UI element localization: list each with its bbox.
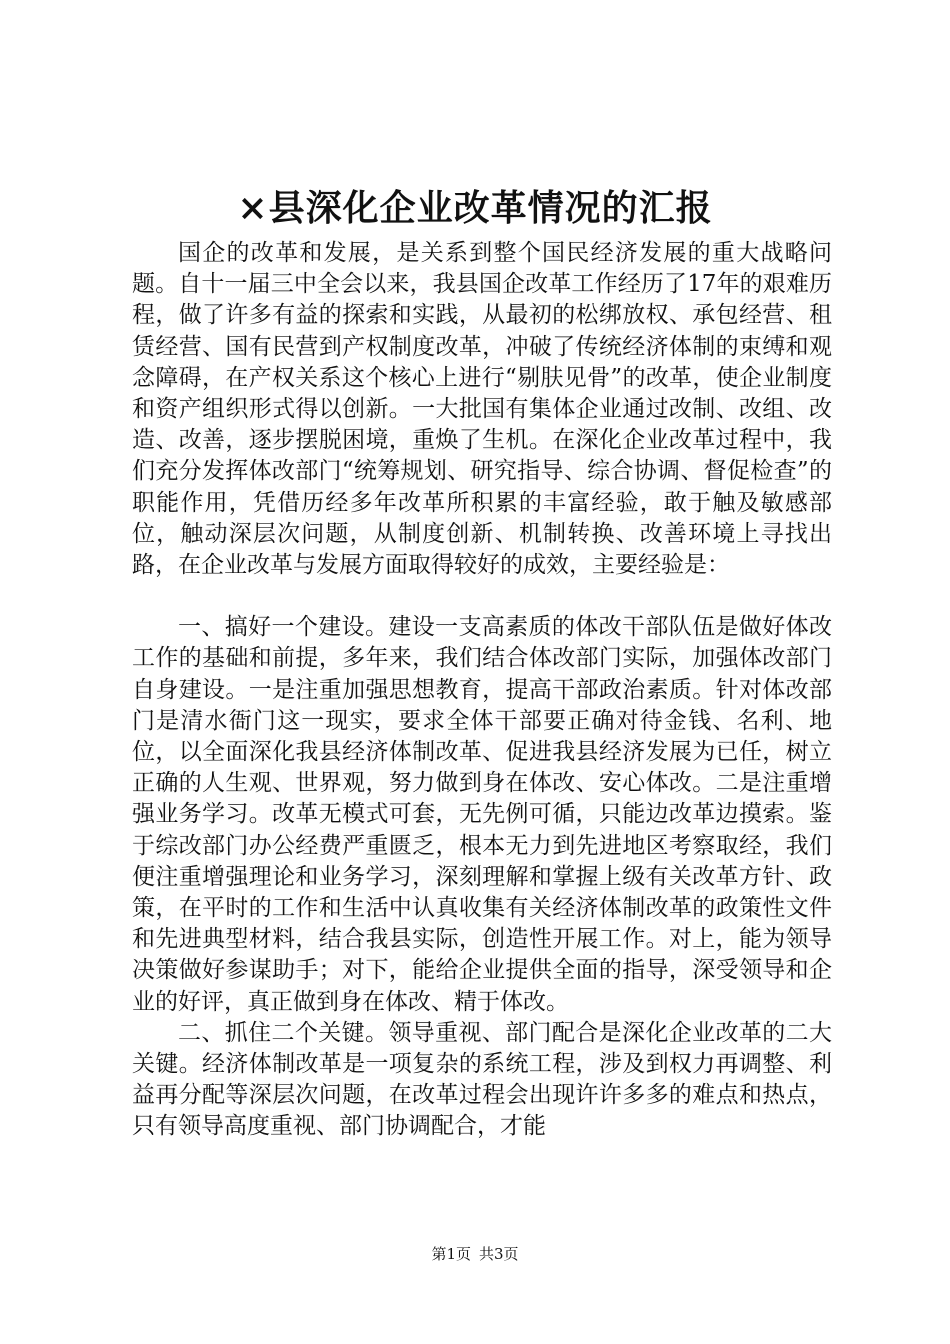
page-footer xyxy=(0,1244,950,1264)
document-title: ×县深化企业改革情况的汇报 xyxy=(237,187,713,229)
paragraph-section-two: 二、抓住二个关键。领导重视、部门配合是深化企业改革的二大关键。经济体制改革是一项复杂的系统工程，涉及到权力再调整、利益再分配等深层次问题，在改革过程会出现许许多多的难点和热点，只有领导高度重视、部门协调配合，才能 xyxy=(132,1019,832,1140)
paragraph-intro: 国企的改革和发展，是关系到整个国民经济发展的重大战略问题。自十一届三中全会以来，我县国企改革工作经历了17年的艰难历程，做了许多有益的探索和实践，从最初的松绑放权、承包经营、租赁经营、国有民营到产权制度改革，冲破了传统经济体制的束缚和观念障碍，在产权关系这个核心上进行“剔肤见骨”的改革，使企业制度和资产组织形式得以创新。一大批国有集体企业通过改制、改组、改造、改善，逐步摆脱困境，重焕了生机。在深化企业改革过程中，我们充分发挥体改部门“统筹规划、研究指导、综合协调、督促检查”的职能作用，凭借历经多年改革所积累的丰富经验，敢于触及敏感部位，触动深层次问题，从制度创新、机制转换、改善环境上寻找出路，在企业改革与发展方面取得较好的成效，主要经验是： xyxy=(132,240,832,579)
page-number: 第1页 xyxy=(431,1245,471,1263)
document-body xyxy=(132,238,832,1143)
paragraph-section-one: 一、搞好一个建设。建设一支高素质的体改干部队伍是做好体改工作的基础和前提，多年来，我们结合体改部门实际，加强体改部门自身建设。一是注重加强思想教育，提高干部政治素质。针对体改部门是清水衙门这一现实，要求全体干部要正确对待金钱、名利、地位，以全面深化我县经济体制改革、促进我县经济发展为已任，树立正确的人生观、世界观，努力做到身在体改、安心体改。二是注重增强业务学习。改革无模式可套，无先例可循，只能边改革边摸索。鉴于综改部门办公经费严重匮乏，根本无力到先进地区考察取经，我们便注重增强理论和业务学习，深刻理解和掌握上级有关改革方针、政策，在平时的工作和生活中认真收集有关经济体制改革的政策性文件和先进典型材料，结合我县实际，创造性开展工作。对上，能为领导决策做好参谋助手；对下，能给企业提供全面的指导，深受领导和企业的好评，真正做到身在体改、精于体改。 xyxy=(132,614,832,1015)
page-total: 共3页 xyxy=(479,1245,519,1263)
